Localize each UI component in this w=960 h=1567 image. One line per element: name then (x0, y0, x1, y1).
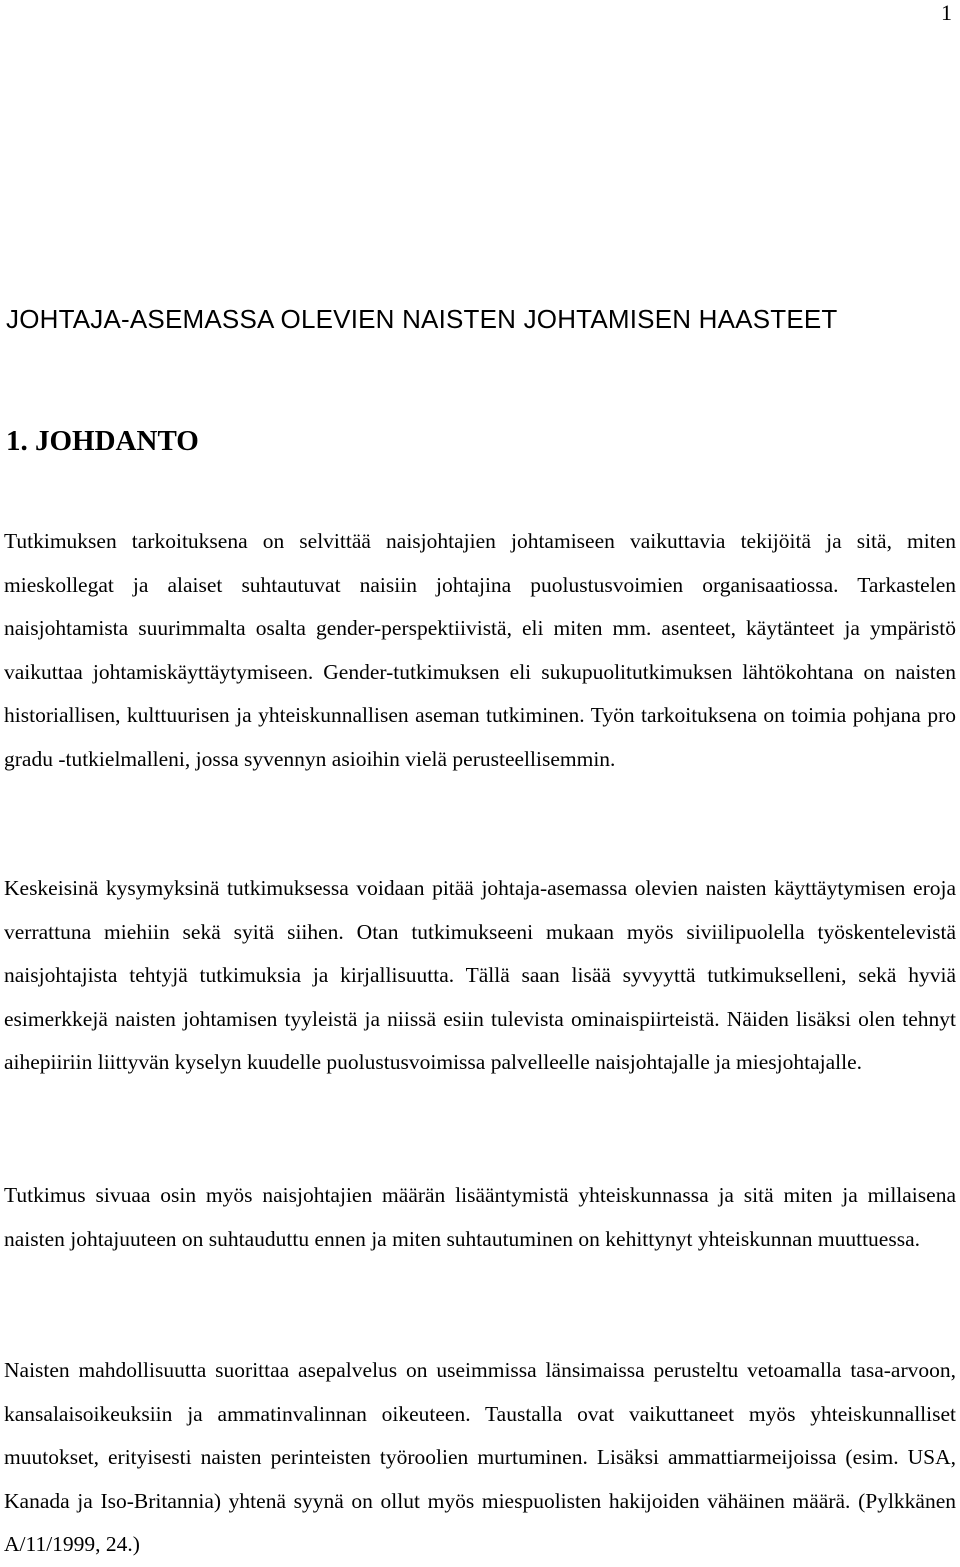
paragraph-key-questions: Keskeisinä kysymyksinä tutkimuksessa voidaan pitää johtaja-asemassa olevien naisten käyttäytymisen eroja verrattuna miehiin sekä syitä siihen. Otan tutkimukseeni mukaan myös siviilipuolella työskentelevistä naisjohtajista tehtyjä tutkimuksia ja kirjallisuutta. Tällä saan lisää syvyyttä tutkimukselleni, sekä hyviä esimerkkejä naisten johtamisen tyyleistä ja niissä esiin tulevista ominaispiirteistä. Näiden lisäksi olen tehnyt aihepiiriin liittyvän kyselyn kuudelle puolustusvoimissa palvelleelle naisjohtajalle ja miesjohtajalle. (4, 876, 956, 1074)
paragraph-background: Naisten mahdollisuutta suorittaa asepalvelus on useimmissa länsimaissa perusteltu vetoamalla tasa-arvoon, kansalaisoikeuksiin ja ammatinvalinnan oikeuteen. Taustalla ovat vaikuttaneet myös yhteiskunnalliset muutokset, erityisesti naisten perinteisten työroolien murtuminen. Lisäksi ammattiarmeijoissa (esim. USA, Kanada ja Iso-Britannia) yhtenä syynä on ollut myös miespuolisten hakijoiden vähäinen määrä. (Pylkkänen A/11/1999, 24.) (4, 1358, 956, 1556)
section-heading: 1. JOHDANTO (6, 425, 199, 457)
page-number: 1 (941, 0, 952, 25)
paragraph-scope: Tutkimus sivuaa osin myös naisjohtajien määrän lisääntymistä yhteiskunnassa ja sitä miten ja millaisena naisten johtajuuteen on suhtauduttu ennen ja miten suhtautuminen on kehittynyt yhteiskunnan muuttuessa. (4, 1183, 956, 1251)
paragraph-purpose: Tutkimuksen tarkoituksena on selvittää naisjohtajien johtamiseen vaikuttavia tekijöitä ja sitä, miten mieskollegat ja alaiset suhtautuvat naisiin johtajina puolustusvoimien organisaatiossa. Tarkastelen naisjohtamista suurimmalta osalta gender-perspektiivistä, eli miten mm. asenteet, käytänteet ja ympäristö vaikuttaa johtamiskäyttäytymiseen. Gender-tutkimuksen eli sukupuolitutkimuksen lähtökohtana on naisten historiallisen, kulttuurisen ja yhteiskunnallisen aseman tutkiminen. Työn tarkoituksena on toimia pohjana pro gradu -tutkielmalleni, jossa syvennyn asioihin vielä perusteellisemmin. (4, 529, 956, 771)
document-title: JOHTAJA-ASEMASSA OLEVIEN NAISTEN JOHTAMISEN HAASTEET (6, 304, 838, 334)
